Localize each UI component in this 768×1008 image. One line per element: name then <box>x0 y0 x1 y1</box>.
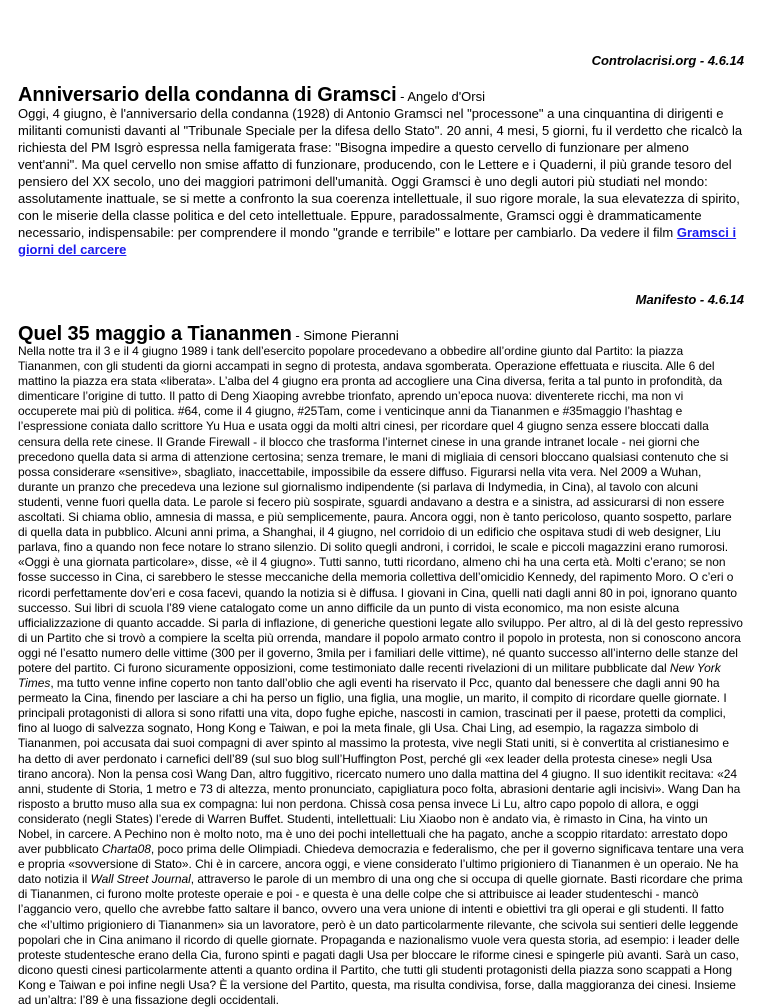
article2-source: Manifesto - 4.6.14 <box>635 292 744 307</box>
article1-author: - Angelo d'Orsi <box>396 89 486 104</box>
article1-source: Controlacrisi.org - 4.6.14 <box>591 53 744 68</box>
article2-body-text: , poco prima delle Olimpiadi. Chiedeva democrazia e federalismo, che per il governo significava tentare una vera e propria «sovversione di Stato». Chi è in carcere, ancora oggi, e viene considerato l’ultimo prigioniero di Tiananmen è un operaio. Ne ha dato notizia il <box>18 842 744 887</box>
article2-body <box>18 344 744 1008</box>
article2-ref-nyt: New York Times <box>18 660 721 691</box>
article2-body-text: Nella notte tra il 3 e il 4 giugno 1989 i tank dell’esercito popolare procedevano a obbedire all’ordine giunto dal Partito: la piazza Tiananmen, con gli studenti da giorni accampati in segno di protesta, andava sgomberata. Operazione effettuata e riuscita. Alle 6 del mattino la piazza era stata «liberata». L’alba del 4 giugno era pronta ad accogliere una Cina diversa, ferita a tal punto in profondità, da dimenticare l’origine di tutto. Il patto di Deng Xiaoping avrebbe trionfato, aprendo un’epoca nuova: diventerete ricchi, ma non vi occuperete mai più di politica. #64, come il 4 giugno, #25Tam, come i venticinque anni da Tiananmen e #35maggio l’hashtag e l’espressione coniata dallo scrittore Yu Hua e usata oggi da molti altri cinesi, per ricordare quel 4 giugno senza essere bloccati dalla censura della rete cinese. Il Grande Firewall - il blocco che trasforma l’internet cinese in una grande intranet locale - nei giorni che precedono quella data si arma di attenzione certosina; senza tremare, le mani di migliaia di censori bloccano qualsiasi contenuto che si possa considerare «sensitive», sbagliato, inaccettabile, impossibile da essere diffuso. Figurarsi nella vita vera. Nel 2009 a Wuhan, durante un pranzo che precedeva una lezione sul giornalismo indipendente (si parlava di Indymedia, in Cina), al tavolo con alcuni studenti, venne fuori quella data. Le parole si fecero più sospirate, sguardi andavano a destra e a sinistra, ad assicurarsi di non essere ascoltati. Si chiama oblio, amnesia di massa, e più semplicemente, paura. Ancora oggi, non è tanto pericoloso, quanto sospetto, parlare di quella data in pubblico. Alcuni anni prima, a Shanghai, il 4 giugno, nel corridoio di un edificio che ospitava studi di web designer, Liu parlava, fino a quando non fece notare lo strano silenzio. Di solito quegli androni, i corridoi, le scale e piccoli magazzini erano rumorosi. «Oggi è una giornata particolare», disse, «è il 4 giugno». Tutti sanno, tutti ricordano, almeno chi ha una certa età. Molti c’erano; se non fosse successo in Cina, ci sarebbero le stesse meccaniche della memoria collettiva dell’omicidio Kennedy, del rapimento Moro. O c’eri o ricordi perfettamente dov’eri e cosa facevi, quando la notizia si è diffusa. I giovani in Cina, quelli nati dagli anni 80 in poi, ignorano quanto successo. Sui libri di scuola l’89 viene catalogato come un anno difficile da un punto di vista economico, ma non esiste alcuna ufficializzazione di quanto accadde. Si parla di inflazione, di generiche questioni legate allo sviluppo. Per altro, al di là del gesto repressivo di un Partito che si trovò a compiere la scelta più orrenda, mandare il popolo armato contro il popolo in protesta, non si conoscono ancora oggi né l’esatto numero delle vittime (300 per il governo, 3mila per i familiari delle vittime), né quanto successo all’interno delle stanze del potere del partito. Ci furono sicuramente opposizioni, come testimoniato dalle recenti rivelazioni di un militare pubblicate dal <box>18 344 743 675</box>
article2-body-text: , ma tutto venne infine coperto non tanto dall’oblio che agli eventi ha riservato il Pcc, quanto dal benessere che dagli anni 90 ha permeato la Cina, finendo per lasciare a chi ha perso un figlio, una figlia, una moglie, un marito, il compito di ricordare quelle giornate. I principali protagonisti di allora si sono rifatti una vita, dopo fughe epiche, nascosti in camion, trascinati per il paese, protetti da complici, fino al luogo di salvezza sognato, Hong Kong e Taiwan, e poi la meta finale, gli Usa. Chai Ling, ad esempio, la ragazza simbolo di Tiananmen, poi accusata dai suoi compagni di aver spinto al massimo la protesta, vive negli Stati uniti, si è convertita al cristianesimo e ha detto di aver perdonato i carnefici dell’89 (sul suo blog sull’Huffington Post, perché gli «ex leader della protesta cinese» negli Usa tirano ancora). Non la pensa così Wang Dan, altro fuggitivo, ricercato numero uno dalla mattina del 4 giugno. Il suo identikit recitava: «24 anni, studente di Storia, 1 metro e 73 di altezza, mento pronunciato, capigliatura poco folta, abrasioni dentarie agli incisivi». Wang Dan ha risposto a brutto muso alla sua ex compagna: lui non perdona. Chissà cosa pensa invece Li Lu, altro capo popolo di allora, e oggi considerato (negli States) l’erede di Warren Buffet. Studenti, intellettuali: Liu Xiaobo non è andato via, è rimasto in Cina, ha vinto un Nobel, in carcere. A Pechino non è molto noto, ma è uno dei pochi intellettuali che ha pagato, anche a scoppio ritardato: arrestato dopo aver pubblicato <box>18 676 741 857</box>
article2-body-text: , attraverso le parole di un membro di una ong che si occupa di quelle giornate. Basti ricordare che prima di Tiananmen, ci furono molte proteste operaie e poi - e questa è una delle colpe che si attribuisce ai leader studenteschi - mancò l’aggancio vero, quello che avrebbe fatto saltare il banco, ovvero una vera unione di intenti e obiettivi tra gli operai e gli studenti. Il fatto che «l’ultimo prigioniero di Tiananmen» sia un lavoratore, però è un dato particolarmente rilevante, che scivola sui sentieri delle leggende popolari che in Cina animano il ricordo di quelle giornate. Propaganda e nazionalismo vuole vera questa storia, ad esempio: i leader delle proteste studentesche erano della Cia, furono spinti e pagati dagli Usa per bloccare le riforme cinesi e spingerle più avanti. Sarà un caso, dicono questi cinesi particolarmente attenti a quanto ordina il Partito, che tutti gli studenti protagonisti della piazza sono scappati a Hong Kong e Taiwan e poi infine negli Usa? È la versione del Partito, questa, ma risulta condivisa, forse, dalla maggioranza dei cinesi. Insieme ad un’altra: l’89 è una fissazione degli occidentali. <box>18 872 743 1008</box>
article2-author: - Simone Pieranni <box>291 328 399 343</box>
article2-ref-wsj: Wall Street Journal <box>90 872 191 887</box>
article1-headline <box>18 84 744 106</box>
article2-ref-charta08: Charta08 <box>101 842 151 857</box>
article1-body-text: Oggi, 4 giugno, è l'anniversario della condanna (1928) di Antonio Gramsci nel "processone" a una cinquantina di dirigenti e militanti comunisti davanti al "Tribunale Speciale per la difesa dello Stato". 20 anni, 4 mesi, 5 giorni, fu il verdetto che ricalcò la richiesta del PM Isgrò espressa nella famigerata frase: "Bisogna impedire a questo cervello di funzionare per almeno vent'anni". Ma quel cervello non smise affatto di funzionare, producendo, con le Lettere e i Quaderni, il più grande tesoro del pensiero del XX secolo, uno dei maggiori patrimoni dell'umanità. Oggi Gramsci è uno degli autori più studiati nel mondo: assolutamente inattuale, se si mette a confronto la sua coerenza intellettuale, il suo rigore morale, la sua elevatezza di spirito, con le miserie della classe politica e del ceto intellettuale. Eppure, paradossalmente, Gramsci oggi è drammaticamente necessario, indispensabile: per comprendere il mondo "grande e terribile" e lottare per cambiarlo. Da vedere il film <box>18 106 743 240</box>
film-link[interactable]: Gramsci i giorni del carcere <box>18 225 737 257</box>
article1-title: Anniversario della condanna di Gramsci <box>18 84 397 106</box>
article2-title: Quel 35 maggio a Tiananmen <box>18 323 292 345</box>
article1-body <box>18 105 744 258</box>
article2-headline <box>18 323 744 345</box>
